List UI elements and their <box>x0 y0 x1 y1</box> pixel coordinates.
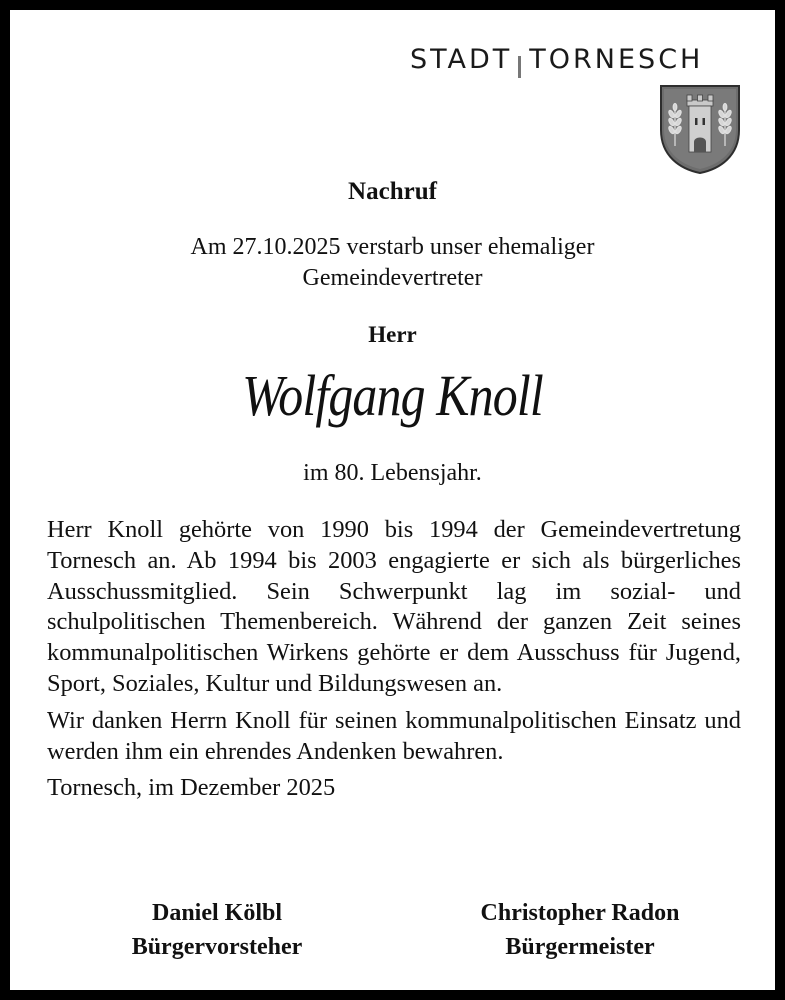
obituary-notice <box>10 10 775 990</box>
logo-separator <box>518 56 521 78</box>
intro-line-1: Am 27.10.2025 verstarb unser ehemaliger <box>190 234 595 260</box>
logo-word-stadt: STADT <box>410 44 513 75</box>
obituary-body <box>47 515 741 804</box>
death-announcement <box>10 232 775 294</box>
place-and-date: Tornesch, im Dezember 2025 <box>47 774 336 802</box>
signatory-name: Christopher Radon <box>480 900 680 926</box>
logo-word-tornesch: TORNESCH <box>529 44 704 75</box>
signatory-title: Bürgervorsteher <box>131 934 303 960</box>
obituary-heading: Nachruf <box>348 178 437 205</box>
signature-buergervorsteher <box>106 896 328 964</box>
biography-paragraph: Herr Knoll gehörte von 1990 bis 1994 der Gemeindevertretung Tornesch an. Ab 1994 bis 2003 engagierte er sich als bürgerliches Ausschussmitglied. Sein Schwerpunkt lag im sozial- und schulpolitischen Themenbereich. Während der ganzen Zeit seines kommunalpolitischen Wirkens gehörte er dem Ausschuss für Jugend, Sport, Soziales, Kultur und Bildungswesen an. <box>47 516 741 697</box>
thanks-paragraph: Wir danken Herrn Knoll für seinen kommunalpolitischen Einsatz und werden ihm ein ehrendes Andenken bewahren. <box>47 706 741 765</box>
age-line: im 80. Lebensjahr. <box>303 460 482 486</box>
deceased-name: Wolfgang Knoll <box>242 363 543 428</box>
signatory-name: Daniel Kölbl <box>151 900 283 926</box>
intro-line-2: Gemeindevertreter <box>302 265 483 291</box>
city-logo <box>410 44 750 78</box>
coat-of-arms-tower-icon <box>658 84 742 174</box>
salutation: Herr <box>368 322 417 347</box>
signature-buergermeister <box>450 896 710 964</box>
signatory-title: Bürgermeister <box>505 934 655 960</box>
